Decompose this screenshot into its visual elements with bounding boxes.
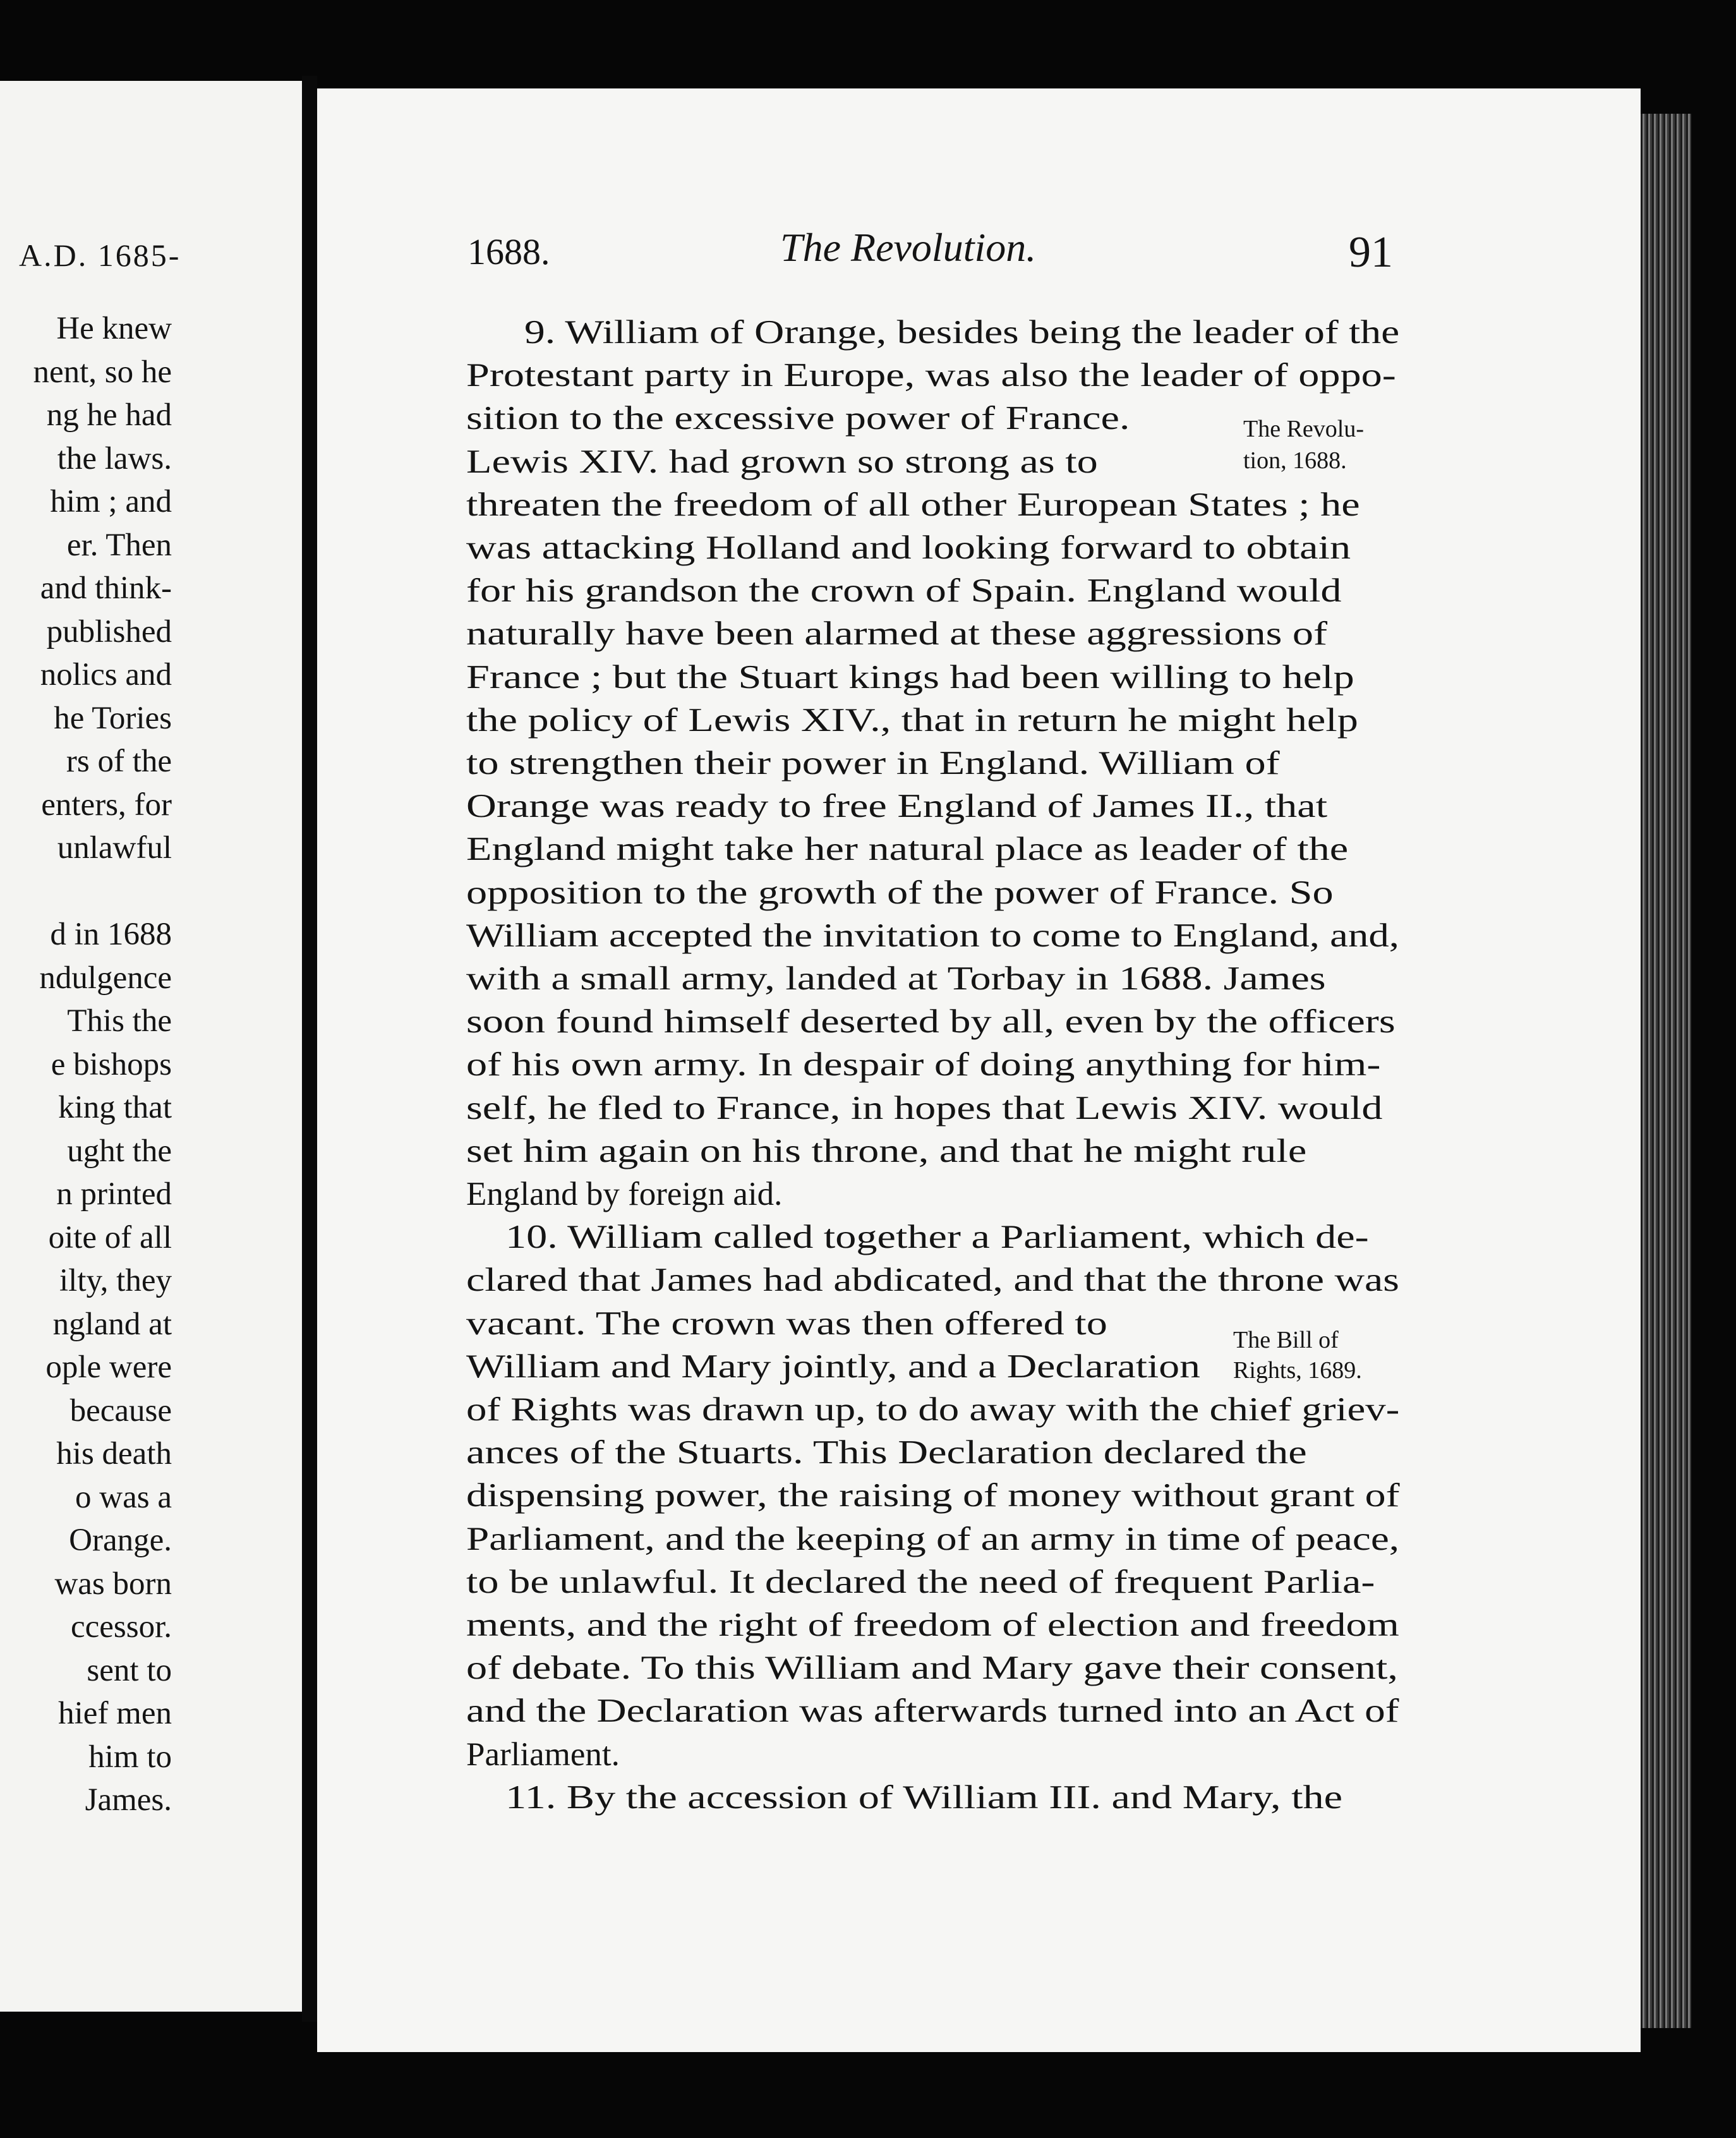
page-edge [1641, 114, 1691, 2028]
body-line: Parliament, and the keeping of an army in time of peace, [466, 1520, 1400, 1557]
body-line: 10. William called together a Parliament, which de- [505, 1219, 1369, 1256]
body-line: Protestant party in Europe, was also the leader of oppo- [466, 357, 1396, 394]
body-line: Parliament. [466, 1736, 620, 1773]
left-page-line: d in 1688 [50, 917, 172, 952]
body-line: Lewis XIV. had grown so strong as to [466, 443, 1098, 480]
left-page-line: James. [85, 1782, 172, 1818]
body-line: threaten the freedom of all other European States ; he [466, 486, 1360, 523]
body-line: England by foreign aid. [466, 1176, 783, 1212]
left-page-line: enters, for [41, 787, 172, 823]
body-line: for his grandson the crown of Spain. England would [466, 572, 1342, 610]
left-page-line: e bishops [51, 1046, 172, 1082]
body-line: France ; but the Stuart kings had been willing to help [466, 658, 1354, 696]
left-page-line: This the [67, 1003, 172, 1039]
left-page-line: He knew [56, 311, 172, 346]
body-line: clared that James had abdicated, and that the throne was [466, 1262, 1399, 1299]
body-line: of Rights was drawn up, to do away with the chief griev- [466, 1391, 1400, 1428]
body-line: Orange was ready to free England of James II., that [466, 788, 1328, 825]
left-page-line: ng he had [46, 397, 172, 433]
body-line: William accepted the invitation to come to England, and, [466, 917, 1399, 954]
body-line: ances of the Stuarts. This Declaration declared the [466, 1434, 1307, 1471]
body-line: 11. By the accession of William III. and Mary, the [505, 1779, 1343, 1816]
left-page-line: nolics and [40, 657, 172, 692]
left-page-line: he Tories [54, 700, 172, 736]
left-page-line: hief men [58, 1696, 172, 1731]
left-page-line: ndulgence [39, 960, 172, 996]
left-page-line: ught the [67, 1133, 172, 1169]
body-line: vacant. The crown was then offered to [466, 1305, 1107, 1342]
body-line: dispensing power, the raising of money without grant of [466, 1477, 1400, 1514]
left-page-line: sent to [87, 1652, 172, 1688]
left-page-line: king that [58, 1090, 172, 1125]
margin-note-bill-of-rights: The Bill of [1233, 1327, 1339, 1353]
left-page-line: Orange. [69, 1523, 172, 1558]
left-page-line: his death [56, 1436, 172, 1471]
body-line: soon found himself deserted by all, even by the officers [466, 1003, 1395, 1041]
body-line: was attacking Holland and looking forward to obtain [466, 529, 1351, 566]
left-page-line: rs of the [66, 744, 172, 779]
left-page-line: ngland at [52, 1306, 172, 1342]
left-page-line: o was a [75, 1479, 172, 1515]
left-page-line: was born [54, 1566, 172, 1602]
left-page-line: ilty, they [59, 1263, 172, 1298]
left-page-line: oite of all [48, 1219, 172, 1255]
left-page-line: nent, so he [33, 354, 172, 390]
running-head-year: 1688. [467, 231, 550, 272]
body-line: the policy of Lewis XIV., that in return he might help [466, 701, 1358, 739]
left-page-line: because [69, 1392, 172, 1428]
left-page-line: the laws. [57, 440, 172, 476]
left-page-line: ople were [45, 1350, 172, 1385]
body-line: England might take her natural place as leader of the [466, 831, 1349, 868]
left-page-line: him ; and [50, 484, 172, 519]
left-page-line: er. Then [66, 527, 172, 563]
margin-note-revolution: The Revolu- [1243, 416, 1365, 442]
left-page-line: n printed [56, 1176, 172, 1212]
body-line: naturally have been alarmed at these aggressions of [466, 615, 1328, 653]
body-line: 9. William of Orange, besides being the leader of the [524, 314, 1400, 351]
left-page-line: unlawful [57, 830, 172, 866]
book-gutter [302, 76, 317, 2022]
left-page-header: A.D. 1685- [19, 238, 181, 273]
left-page-line: and think- [40, 571, 172, 606]
body-line: to be unlawful. It declared the need of frequent Parlia- [466, 1563, 1375, 1600]
body-line: with a small army, landed at Torbay in 1688. James [466, 960, 1326, 997]
page-number: 91 [1349, 228, 1393, 277]
running-head-title: The Revolution. [780, 225, 1037, 270]
left-page-line: published [46, 613, 172, 649]
margin-note-revolution-line2: tion, 1688. [1243, 447, 1347, 474]
body-line: William and Mary jointly, and a Declaration [466, 1348, 1200, 1385]
margin-note-bill-of-rights-line2: Rights, 1689. [1233, 1357, 1362, 1384]
body-line: to strengthen their power in England. William of [466, 745, 1280, 782]
body-line: opposition to the growth of the power of France. So [466, 874, 1334, 911]
body-line: sition to the excessive power of France. [466, 400, 1130, 437]
left-page-line: him to [88, 1739, 172, 1775]
left-page-line: ccessor. [70, 1609, 172, 1645]
body-line: set him again on his throne, and that he might rule [466, 1132, 1307, 1169]
body-line: of debate. To this William and Mary gave their consent, [466, 1650, 1398, 1687]
body-line: ments, and the right of freedom of election and freedom [466, 1607, 1399, 1643]
body-line: self, he fled to France, in hopes that Lewis XIV. would [466, 1089, 1383, 1126]
body-line: of his own army. In despair of doing anything for him- [466, 1046, 1381, 1084]
body-line: and the Declaration was afterwards turned into an Act of [466, 1693, 1399, 1730]
